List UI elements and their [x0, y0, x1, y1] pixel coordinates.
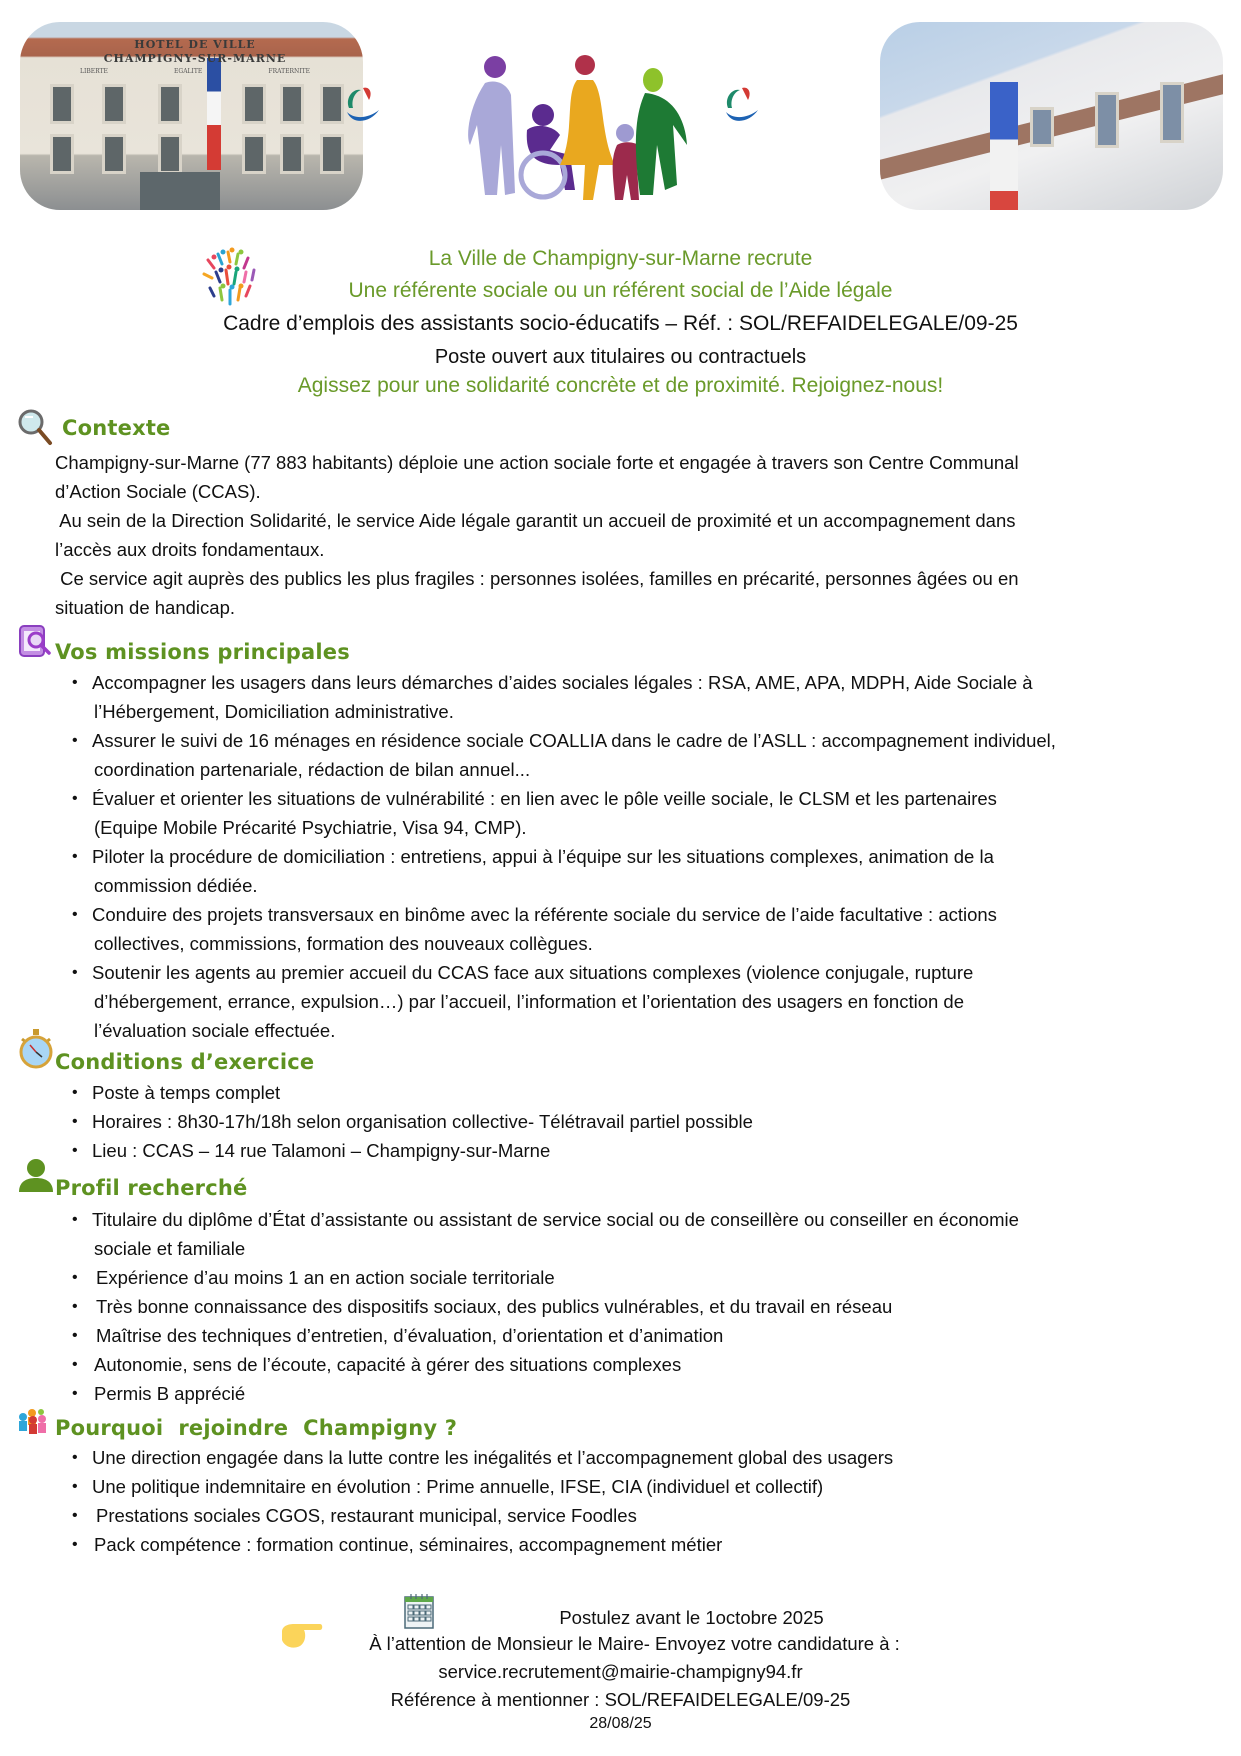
section-title-contexte: Contexte [62, 416, 171, 440]
person-icon [18, 1158, 54, 1192]
city-hall-sign-line2: CHAMPIGNY-SUR-MARNE [103, 52, 287, 65]
condition-item: • Horaires : 8h30-17h/18h selon organisation collective- Télétravail partiel possible [70, 1107, 1200, 1136]
champigny-logo-icon [714, 78, 764, 128]
mission-item: • Accompagner les usagers dans leurs démarches d’aides sociales légales : RSA, AME, APA, MDPH, Aide Sociale à l’Hébergement, Domiciliation administrative. [70, 668, 1200, 726]
condition-item: • Lieu : CCAS – 14 rue Talamoni – Champigny-sur-Marne [70, 1136, 1200, 1165]
application-email-link[interactable]: service.recrutement@mairie-champigny94.fr [438, 1661, 803, 1682]
contexte-line: Ce service agit auprès des publics les plus fragiles : personnes isolées, familles en précarité, personnes âgées ou en [55, 568, 1019, 589]
section-title-conditions: Conditions d’exercice [55, 1050, 315, 1074]
mission-item: • Piloter la procédure de domiciliation : entretiens, appui à l’équipe sur les situations complexes, animation de la commission dédiée. [70, 842, 1200, 900]
people-group-icon [14, 1407, 50, 1435]
condition-item: • Poste à temps complet [70, 1078, 1200, 1107]
city-hall-sign [80, 38, 310, 66]
magnifier-icon [15, 407, 55, 447]
recruiting-title: La Ville de Champigny-sur-Marne recrute [428, 247, 813, 270]
section-title-profil: Profil recherché [55, 1176, 248, 1200]
pourquoi-item: • Une politique indemnitaire en évolution : Prime annuelle, IFSE, CIA (individuel et collectif) [70, 1472, 1200, 1501]
stopwatch-icon [18, 1027, 54, 1069]
mission-item: • Conduire des projets transversaux en binôme avec la référente sociale du service de l’aide facultative : actions collectives, commissions, formation des nouveaux collègues. [70, 900, 1200, 958]
profil-item: • Expérience d’au moins 1 an en action sociale territoriale [70, 1263, 1200, 1292]
clipboard-search-icon [16, 622, 54, 660]
city-hall-photo-right [880, 22, 1223, 210]
contexte-line: Champigny-sur-Marne (77 883 habitants) déploie une action sociale forte et engagée à travers son Centre Communal [55, 452, 1019, 473]
missions-list [70, 668, 1200, 1045]
job-title: Une référente sociale ou un référent social de l’Aide légale [348, 279, 893, 302]
eligibility: Poste ouvert aux titulaires ou contractuels [434, 346, 807, 368]
mission-item: • Évaluer et orienter les situations de vulnérabilité : en lien avec le pôle veille sociale, le CLSM et les partenaires (Equipe Mobile Précarité Psychiatrie, Visa 94, CMP). [70, 784, 1200, 842]
contexte-paragraph [55, 448, 1205, 622]
profil-item: • Permis B apprécié [70, 1379, 1200, 1408]
application-deadline: Postulez avant le 1octobre 2025 [559, 1607, 824, 1628]
mission-item: • Soutenir les agents au premier accueil du CCAS face aux situations complexes (violence conjugale, rupture d’hébergement, errance, expulsion…) par l’accueil, l’information et l’orientation des usagers en fonction de l’évaluation sociale effectuée. [70, 958, 1200, 1045]
contexte-line: d’Action Sociale (CCAS). [55, 481, 261, 502]
job-header [0, 243, 1241, 402]
contexte-line: situation de handicap. [55, 597, 235, 618]
profil-item: • Maîtrise des techniques d’entretien, d’évaluation, d’orientation et d’animation [70, 1321, 1200, 1350]
city-hall-photo-left [20, 22, 363, 210]
call-to-action-tagline: Agissez pour une solidarité concrète et de proximité. Rejoignez-nous! [297, 374, 944, 397]
pourquoi-item: • Une direction engagée dans la lutte contre les inégalités et l’accompagnement global des usagers [70, 1443, 1200, 1472]
profil-item: • Très bonne connaissance des dispositifs sociaux, des publics vulnérables, et du travail en réseau [70, 1292, 1200, 1321]
pourquoi-list [70, 1443, 1200, 1559]
application-reference: Référence à mentionner : SOL/REFAIDELEGALE/09-25 [390, 1689, 851, 1710]
city-hall-motto: LIBERTE EGALITE FRATERNITE [80, 68, 310, 75]
section-title-missions: Vos missions principales [55, 640, 350, 664]
publication-date: 28/08/25 [589, 1715, 652, 1732]
conditions-list [70, 1078, 1200, 1165]
champigny-logo-icon [335, 78, 385, 128]
profil-item: • Titulaire du diplôme d’État d’assistante ou assistant de service social ou de conseillère ou conseiller en économie sociale et familiale [70, 1205, 1200, 1263]
contexte-line: l’accès aux droits fondamentaux. [55, 539, 325, 560]
city-hall-sign-line1: HOTEL DE VILLE [134, 38, 256, 51]
contexte-line: Au sein de la Direction Solidarité, le service Aide légale garantit un accueil de proximité et un accompagnement dans [55, 510, 1016, 531]
section-title-pourquoi: Pourquoi rejoindre Champigny ? [55, 1416, 458, 1440]
application-instructions: À l’attention de Monsieur le Maire- Envoyez votre candidature à : [369, 1633, 900, 1654]
pourquoi-item: • Prestations sociales CGOS, restaurant municipal, service Foodles [70, 1501, 1200, 1530]
header-banner [0, 0, 1241, 215]
mission-item: • Assurer le suivi de 16 ménages en résidence sociale COALLIA dans le cadre de l’ASLL : accompagnement individuel, coordination partenariale, rédaction de bilan annuel... [70, 726, 1200, 784]
pourquoi-item: • Pack compétence : formation continue, séminaires, accompagnement métier [70, 1530, 1200, 1559]
job-grade-reference: Cadre d’emplois des assistants socio-éducatifs – Réf. : SOL/REFAIDELEGALE/09-25 [223, 312, 1018, 335]
profil-list [70, 1205, 1200, 1408]
profil-item: • Autonomie, sens de l’écoute, capacité à gérer des situations complexes [70, 1350, 1200, 1379]
